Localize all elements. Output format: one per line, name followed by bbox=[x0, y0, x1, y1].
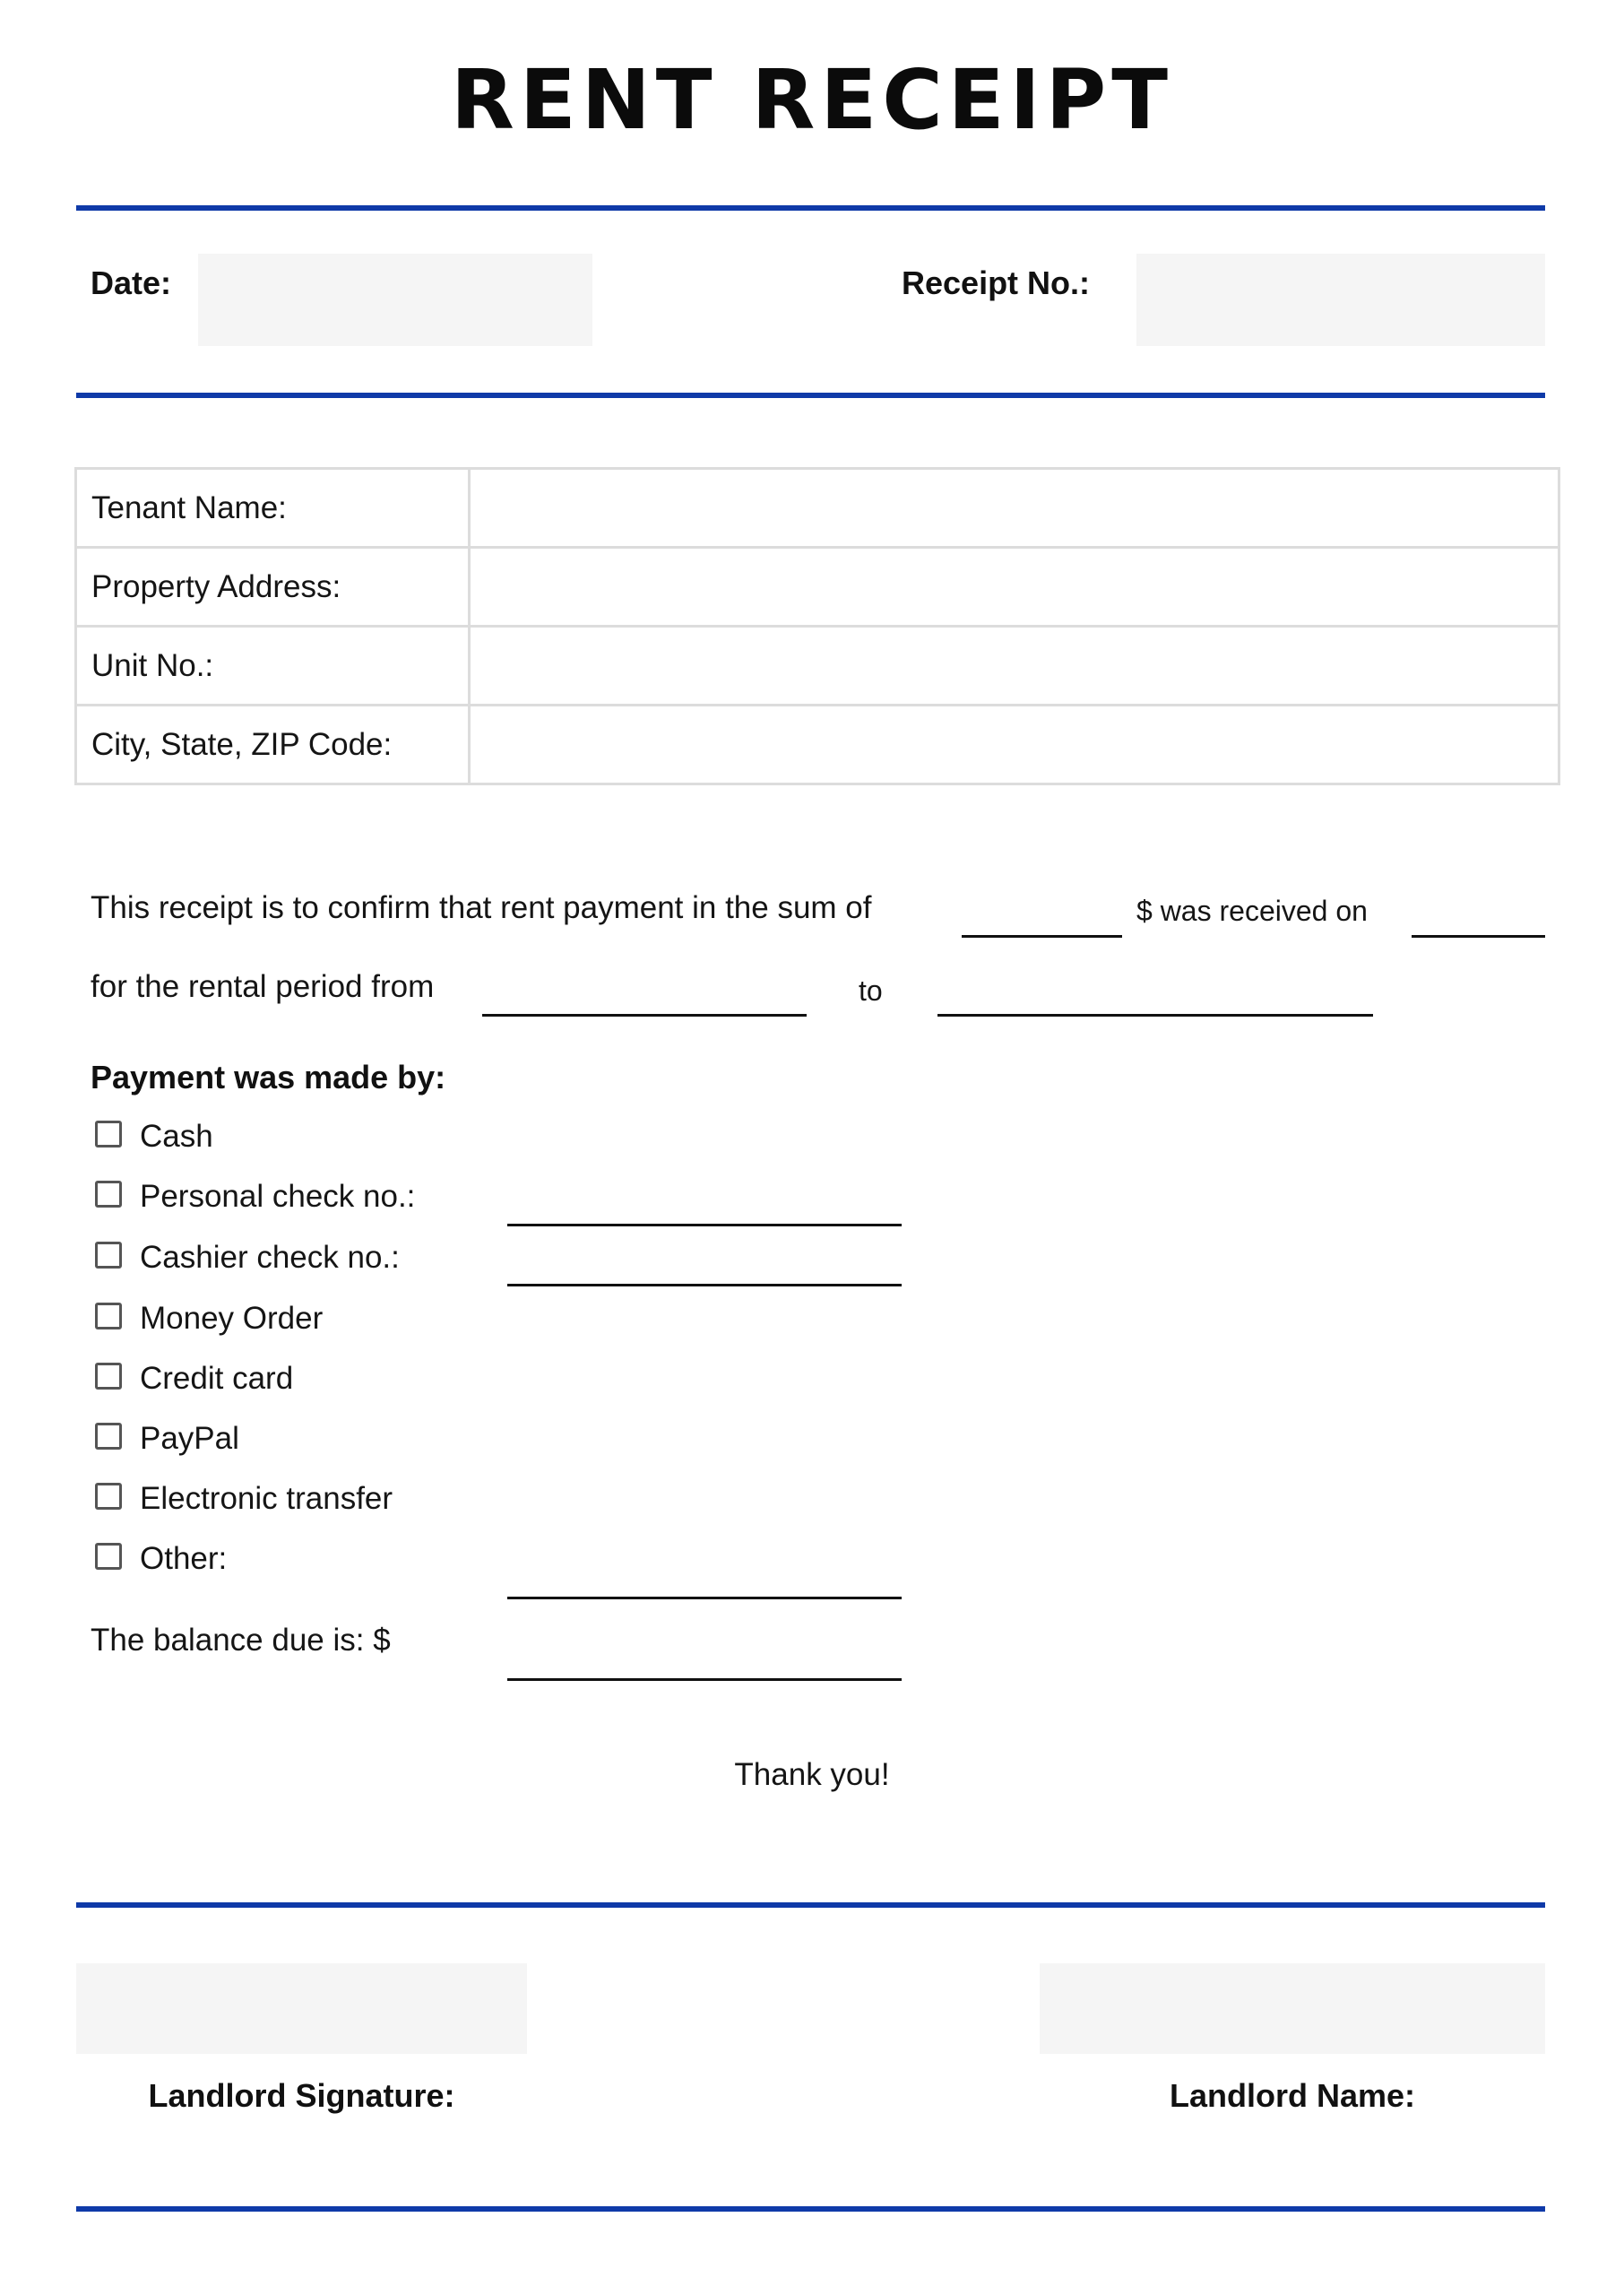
property-address-field[interactable] bbox=[470, 548, 1559, 627]
landlord-name-label: Landlord Name: bbox=[1169, 2077, 1416, 2114]
footer-bottom-rule bbox=[76, 2206, 1545, 2212]
to-text: to bbox=[859, 974, 883, 1007]
received-on-text: $ was received on bbox=[1136, 895, 1368, 927]
city-state-zip-field[interactable] bbox=[470, 706, 1559, 784]
date-field[interactable] bbox=[198, 254, 592, 346]
header-bottom-rule bbox=[76, 393, 1545, 398]
checkbox-paypal[interactable] bbox=[95, 1423, 122, 1450]
period-from-field[interactable] bbox=[482, 1014, 807, 1017]
landlord-name-field[interactable] bbox=[1040, 1963, 1545, 2054]
payment-option-label: Credit card bbox=[140, 1361, 294, 1396]
payment-option-label: PayPal bbox=[140, 1421, 239, 1456]
confirmation-line2-text: for the rental period from bbox=[91, 969, 435, 1004]
checkbox-personal-check[interactable] bbox=[95, 1181, 122, 1208]
table-row bbox=[76, 548, 1559, 627]
tenant-name-field[interactable] bbox=[470, 469, 1559, 548]
table-row bbox=[76, 469, 1559, 548]
payment-option-label: Other: bbox=[140, 1541, 228, 1576]
city-state-zip-label: City, State, ZIP Code: bbox=[76, 706, 470, 784]
payment-option-label: Electronic transfer bbox=[140, 1481, 393, 1516]
footer-top-rule bbox=[76, 1902, 1545, 1908]
table-row bbox=[76, 706, 1559, 784]
payment-option-label: Cash bbox=[140, 1119, 213, 1154]
tenant-name-label: Tenant Name: bbox=[76, 469, 470, 548]
unit-no-label: Unit No.: bbox=[76, 627, 470, 706]
payment-option-label: Personal check no.: bbox=[140, 1179, 416, 1214]
table-row bbox=[76, 627, 1559, 706]
checkbox-electronic-transfer[interactable] bbox=[95, 1483, 122, 1510]
header-top-rule bbox=[76, 205, 1545, 211]
personal-check-no-field[interactable] bbox=[507, 1224, 902, 1226]
payment-option-label: Money Order bbox=[140, 1301, 324, 1336]
period-to-field[interactable] bbox=[937, 1014, 1373, 1017]
receipt-no-field[interactable] bbox=[1136, 254, 1545, 346]
receipt-no-label: Receipt No.: bbox=[902, 264, 1091, 301]
cashier-check-no-field[interactable] bbox=[507, 1284, 902, 1286]
checkbox-cash[interactable] bbox=[95, 1121, 122, 1148]
payment-option-label: Cashier check no.: bbox=[140, 1240, 400, 1275]
landlord-signature-field[interactable] bbox=[76, 1963, 527, 2054]
page-title: RENT RECEIPT bbox=[451, 52, 1173, 148]
landlord-signature-label: Landlord Signature: bbox=[148, 2077, 455, 2114]
checkbox-other[interactable] bbox=[95, 1543, 122, 1570]
confirmation-line1-text: This receipt is to confirm that rent payment in the sum of bbox=[91, 890, 872, 925]
date-label: Date: bbox=[91, 264, 172, 301]
sum-amount-field[interactable] bbox=[962, 935, 1122, 938]
other-payment-field[interactable] bbox=[507, 1597, 902, 1599]
checkbox-money-order[interactable] bbox=[95, 1303, 122, 1329]
received-date-field[interactable] bbox=[1412, 935, 1545, 938]
payment-heading: Payment was made by: bbox=[91, 1059, 446, 1096]
balance-due-label: The balance due is: $ bbox=[91, 1623, 391, 1658]
checkbox-cashier-check[interactable] bbox=[95, 1242, 122, 1269]
thank-you-text: Thank you! bbox=[734, 1757, 890, 1792]
unit-no-field[interactable] bbox=[470, 627, 1559, 706]
checkbox-credit-card[interactable] bbox=[95, 1363, 122, 1390]
tenant-info-table bbox=[74, 467, 1560, 785]
balance-due-field[interactable] bbox=[507, 1678, 902, 1681]
property-address-label: Property Address: bbox=[76, 548, 470, 627]
